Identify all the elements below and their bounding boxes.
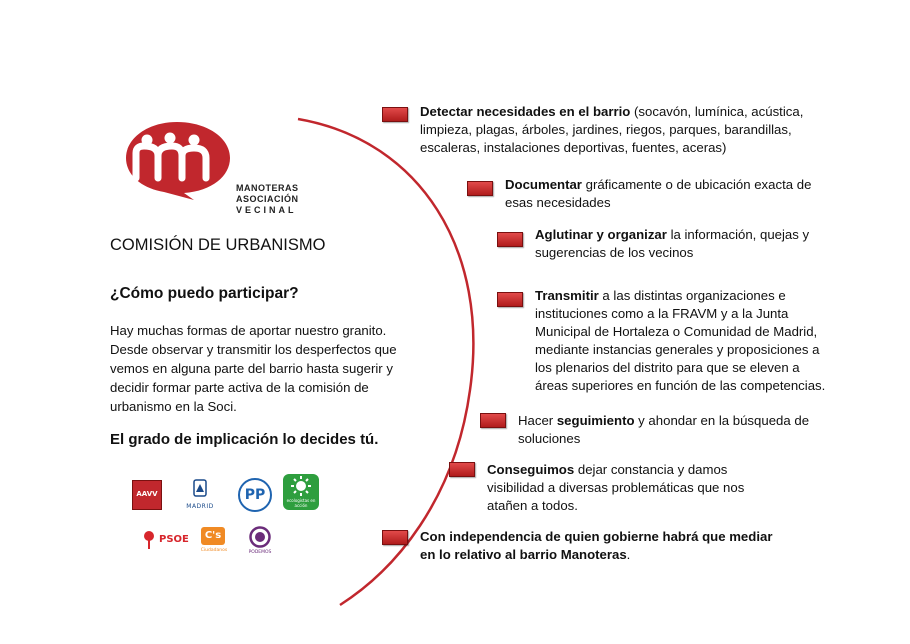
item-text: la información, quejas y sugerencias de los vecinos bbox=[535, 227, 810, 260]
list-item-aglutinar bbox=[535, 226, 825, 262]
item-bold: Con independencia de quien gobierne habrá que mediar en lo relativo al barrio Manoteras bbox=[420, 529, 773, 562]
psoe-logo bbox=[142, 529, 188, 551]
association-logo bbox=[122, 118, 232, 200]
pp-label: PP bbox=[244, 487, 266, 503]
org-line-3: VECINAL bbox=[236, 205, 297, 215]
ecologistas-logo bbox=[283, 474, 319, 510]
item-text: y ahondar en la búsqueda de soluciones bbox=[518, 413, 810, 446]
commission-title: COMISIÓN DE URBANISMO bbox=[110, 236, 326, 254]
bullet-marker bbox=[480, 413, 506, 428]
madrid-crest-icon bbox=[182, 478, 218, 500]
item-text: gráficamente o de ubicación exacta de esas necesidades bbox=[505, 177, 812, 210]
item-prefix: Hacer bbox=[518, 413, 557, 428]
bullet-marker bbox=[497, 232, 523, 247]
list-item-detectar bbox=[420, 103, 820, 157]
rose-icon bbox=[142, 529, 156, 551]
bullet-marker bbox=[467, 181, 493, 196]
podemos-logo bbox=[245, 526, 275, 558]
list-item-documentar bbox=[505, 176, 815, 212]
cs-badge bbox=[201, 527, 225, 545]
item-text: . bbox=[626, 547, 631, 562]
organization-name bbox=[236, 183, 299, 216]
ciudadanos-logo bbox=[199, 527, 229, 557]
aavv-label: AAVV bbox=[136, 490, 158, 498]
ecologistas-label: ecologistas en acción bbox=[286, 498, 316, 508]
list-item-transmitir bbox=[535, 287, 830, 395]
psoe-label: PSOE bbox=[159, 534, 189, 545]
bullet-marker bbox=[382, 107, 408, 122]
item-text: a las distintas organizaciones e instituciones como a la FRAVM y a la Junta Municipal de Hortaleza o Comunidad de Madrid, mediante instancias generales y proposiciones a los plenarios del distrito para que se eleven a áreas superiores en función de las competencias. bbox=[535, 288, 826, 393]
item-text: dejar constancia y damos visibilidad a diversas problemáticas que nos atañen a todos. bbox=[487, 462, 745, 513]
item-text: (socavón, lumínica, acústica, limpieza, plagas, árboles, jardines, riegos, parques, barandillas, escaleras, instalaciones deportivas, fuentes, aceras) bbox=[420, 104, 804, 155]
cs-sublabel: Ciudadanos bbox=[200, 548, 228, 553]
cs-label: C's bbox=[204, 530, 222, 541]
org-line-1: MANOTERAS bbox=[236, 183, 299, 193]
org-line-2: ASOCIACIÓN bbox=[236, 194, 299, 204]
item-bold: Detectar necesidades en el barrio bbox=[420, 104, 631, 119]
item-bold: Documentar bbox=[505, 177, 582, 192]
bullet-marker bbox=[382, 530, 408, 545]
intro-paragraph: Hay muchas formas de aportar nuestro granito. Desde observar y transmitir los desperfectos que vemos en alguna parte del barrio hasta sugerir y decidir formar parte activa de la comisión de urbanismo en la Soci. bbox=[110, 323, 397, 414]
item-bold: Aglutinar y organizar bbox=[535, 227, 667, 242]
list-item-independencia bbox=[420, 528, 785, 564]
podemos-circle-icon bbox=[245, 526, 275, 548]
bullet-marker bbox=[449, 462, 475, 477]
pp-logo bbox=[238, 478, 272, 512]
podemos-label: PODEMOS bbox=[248, 550, 272, 555]
aavv-logo bbox=[132, 480, 162, 510]
madrid-logo bbox=[182, 478, 218, 514]
sun-icon bbox=[283, 474, 319, 498]
list-item-seguimiento bbox=[518, 412, 818, 448]
question-heading: ¿Cómo puedo participar? bbox=[110, 285, 299, 302]
item-bold: seguimiento bbox=[556, 413, 635, 428]
closing-statement: El grado de implicación lo decides tú. bbox=[110, 431, 379, 448]
list-item-conseguimos bbox=[487, 461, 772, 515]
madrid-label: MADRID bbox=[186, 503, 214, 510]
item-bold: Conseguimos bbox=[487, 462, 575, 477]
item-bold: Transmitir bbox=[535, 288, 599, 303]
bullet-marker bbox=[497, 292, 523, 307]
